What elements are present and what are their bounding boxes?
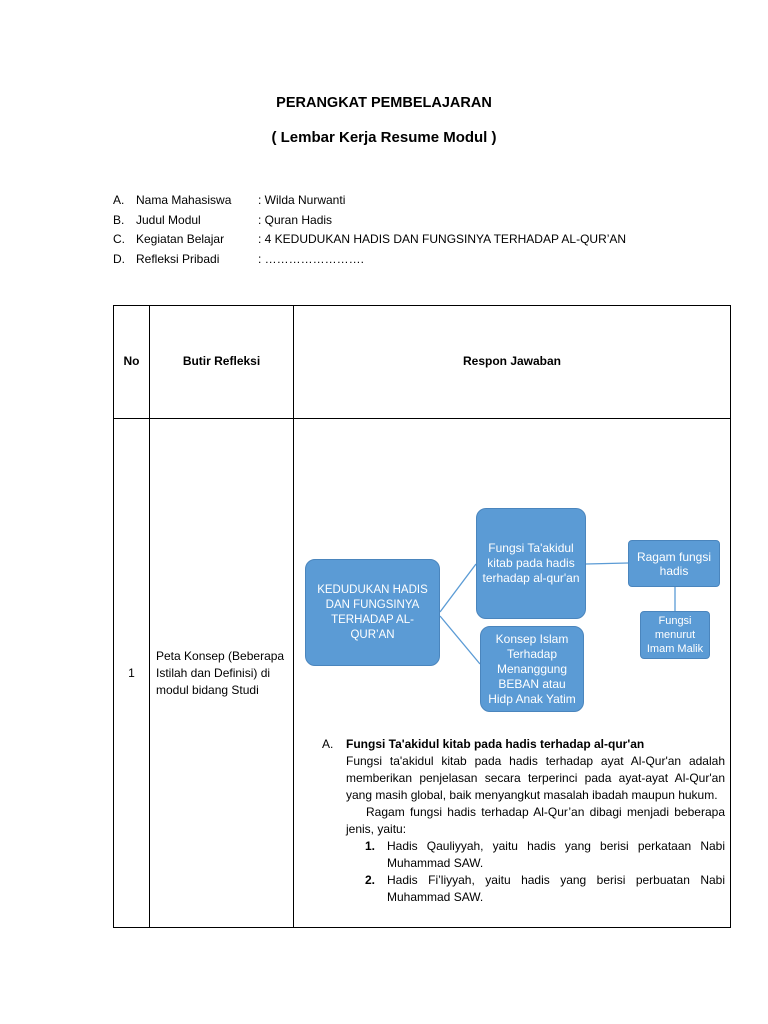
- page-title: PERANGKAT PEMBELAJARAN: [276, 95, 492, 111]
- column-divider: [149, 306, 150, 927]
- info-value: : …………………….: [258, 251, 365, 266]
- response-content: [322, 736, 725, 906]
- list-item-number: 2.: [365, 873, 376, 887]
- list-item-number: 1.: [365, 839, 376, 853]
- section-title: Fungsi Ta'akidul kitab pada hadis terhadap al-qur'an: [346, 737, 645, 751]
- info-label: Kegiatan Belajar: [136, 232, 225, 246]
- list-item: [322, 872, 725, 906]
- concept-node-konsep: Konsep Islam Terhadap Menanggung BEBAN atau Hidp Anak Yatim: [480, 626, 584, 712]
- section-heading: [322, 736, 725, 753]
- row-butir-text: Peta Konsep (Beberapa Istilah dan Definisi) di modul bidang Studi: [156, 649, 285, 697]
- info-value: : 4 KEDUDUKAN HADIS DAN FUNGSINYA TERHADAP AL-QUR’AN: [258, 232, 627, 246]
- info-letter: A.: [113, 193, 125, 207]
- list-item: [322, 838, 725, 872]
- row-number: 1: [128, 666, 135, 680]
- info-value: : Wilda Nurwanti: [258, 193, 346, 207]
- info-label: Judul Modul: [136, 212, 201, 227]
- list-item-text: Hadis Qauliyyah, yaitu hadis yang berisi perkataan Nabi Muhammad SAW.: [387, 839, 725, 870]
- paragraph-1: Fungsi ta'akidul kitab pada hadis terhadap ayat Al-Qur'an adalah memberikan penjelasan secara terperinci pada ayat-ayat Al-Qur'an yang masih global, baik menyangkut masalah ibadah maupun hukum.: [346, 754, 725, 802]
- info-label: Refleksi Pribadi: [136, 251, 220, 266]
- concept-node-malik: Fungsi menurut Imam Malik: [640, 611, 710, 659]
- header-butir: Butir Refleksi: [182, 354, 261, 368]
- concept-node-fungsi: Fungsi Ta'akidul kitab pada hadis terhadap al-qur'an: [476, 508, 586, 619]
- info-value: : Quran Hadis: [258, 212, 333, 227]
- header-respon: Respon Jawaban: [462, 354, 562, 368]
- info-letter: D.: [113, 251, 125, 266]
- info-letter: B.: [113, 212, 125, 227]
- info-letter: C.: [113, 232, 125, 246]
- header-no: No: [123, 354, 140, 368]
- concept-node-main: KEDUDUKAN HADIS DAN FUNGSINYA TERHADAP AL-QUR’AN: [305, 559, 440, 666]
- section-marker: A.: [322, 737, 334, 751]
- header-row-divider: [114, 418, 730, 419]
- info-label: Nama Mahasiswa: [136, 193, 232, 207]
- page-subtitle: ( Lembar Kerja Resume Modul ): [271, 129, 497, 146]
- column-divider: [293, 306, 294, 927]
- list-item-text: Hadis Fi’liyyah, yaitu hadis yang berisi perbuatan Nabi Muhammad SAW.: [387, 873, 725, 904]
- concept-node-ragam: Ragam fungsi hadis: [628, 540, 720, 587]
- paragraph-2: Ragam fungsi hadis terhadap Al-Qur’an dibagi menjadi beberapa jenis, yaitu:: [346, 805, 725, 836]
